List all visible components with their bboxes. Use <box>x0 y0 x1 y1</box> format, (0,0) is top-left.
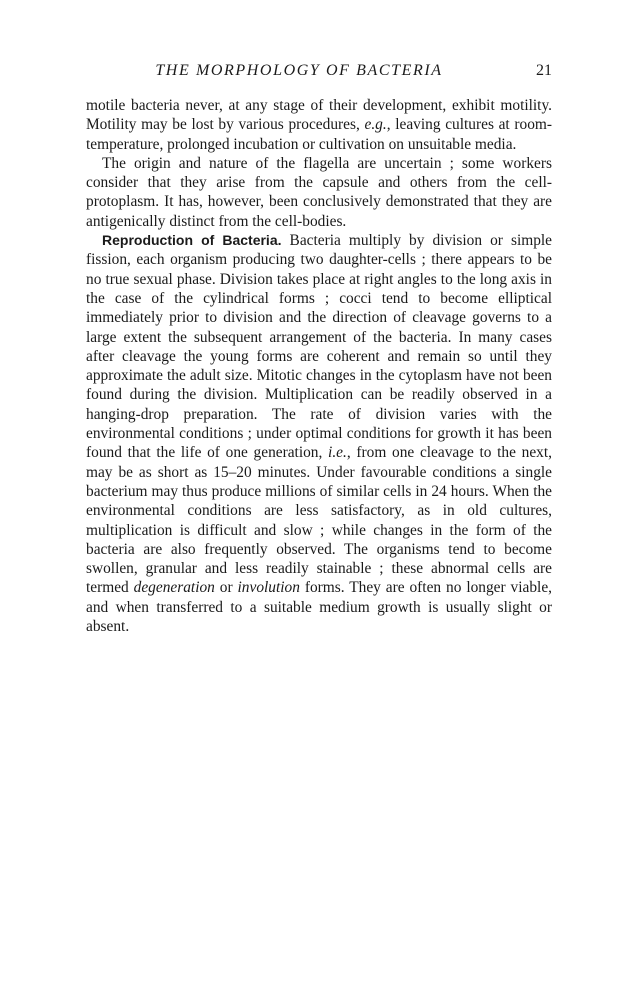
text-run: Bacteria multiply by division or simple fission, each organism producing two daughter-cells ; there appears to be no true sexual phase. Division takes place at right angles to the long axis in the case of the cylindrical forms ; cocci tend to become elliptical immediately prior to division and the direction of cleavage governs to a large extent the subsequent arrangement of the bacteria. In many cases after cleavage the young forms are coherent and remain so until they approximate the adult size. Mitotic changes in the cytoplasm have not been found during the division. Multiplication can be readily observed in a hanging-drop preparation. The rate of division varies with the environmental conditions ; under optimal conditions for growth it has been found that the life of one generation, <box>86 232 552 462</box>
running-title: THE MORPHOLOGY OF BACTERIA <box>155 62 443 79</box>
paragraph-reproduction <box>86 231 552 636</box>
italic-run: e.g. <box>364 116 387 134</box>
italic-run: i.e. <box>328 444 347 462</box>
text-run: or <box>214 579 238 597</box>
body-text <box>86 96 552 636</box>
page-header <box>86 62 552 84</box>
section-heading: Reproduction of Bacteria. <box>102 232 282 249</box>
page-number: 21 <box>536 62 552 79</box>
paragraph-flagella-origin: The origin and nature of the flagella are uncertain ; some workers consider that they arise from the capsule and others from the cell-protoplasm. It has, however, been conclusively demonstrated that they are antigenically distinct from the cell-bodies. <box>86 154 552 230</box>
text-run: forms. They are often no longer viable, and when transferred to a suitable medium growth is usually slight or absent. <box>86 579 553 636</box>
text-run: motile bacteria never, at any stage of their development, exhibit motility. Motility may be lost by various procedures, <box>86 97 552 134</box>
italic-term: degeneration <box>133 579 215 597</box>
italic-term: involution <box>237 579 300 597</box>
text-run: , leaving cultures at room-temperature, prolonged incubation or cultivation on unsuitable media. <box>86 116 552 153</box>
text-run: , from one cleavage to the next, may be as short as 15–20 minutes. Under favourable conditions a single bacterium may thus produce millions of similar cells in 24 hours. When the environmental conditions are less satisfactory, as in old cultures, multiplication is difficult and slow ; while changes in the form of the bacteria are also frequently observed. The organisms tend to become swollen, granular and less readily stainable ; these abnormal cells are termed <box>86 444 552 597</box>
paragraph-motility <box>86 96 552 154</box>
